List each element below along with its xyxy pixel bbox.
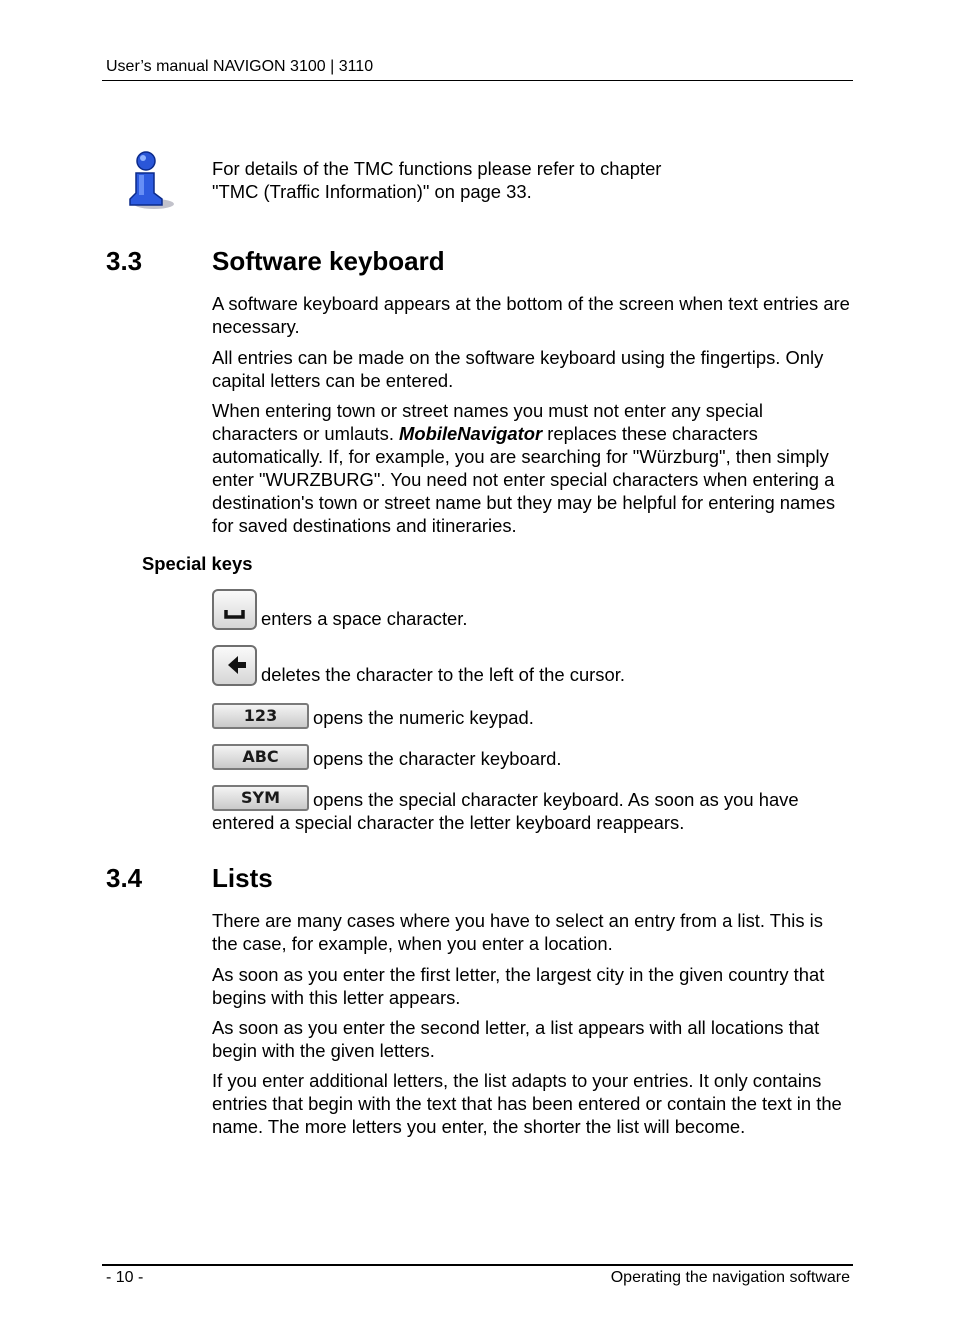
paragraph: There are many cases where you have to select an entry from a list. This is the case, for example, when you enter a location. [212,910,823,954]
paragraph: A software keyboard appears at the bottom of the screen when text entries are necessary. [212,293,850,337]
info-note-line1: For details of the TMC functions please refer to chapter [212,158,662,179]
info-person-icon [124,151,176,211]
brand-name: MobileNavigator [399,423,543,444]
paragraph-text: When entering town or street names you must not enter any special characters or umlauts. [212,400,763,444]
sym-key: SYM [212,785,309,811]
footer-divider [102,1264,853,1266]
paragraph [212,399,852,537]
subheading: Special keys [142,553,253,574]
section-number: 3.3 [106,246,143,276]
chapter-title: Operating the navigation software [610,1269,850,1286]
key-description: opens the character keyboard. [313,748,562,769]
key-row-abc [212,744,852,770]
abc-key: ABC [212,744,309,770]
key-description: opens the special character keyboard. As soon as you have entered a special character the letter keyboard reappears. [212,789,799,833]
running-header: User’s manual NAVIGON 3100 | 3110 [106,58,374,75]
section-title: Software keyboard [212,246,445,276]
key-description: opens the numeric keypad. [313,707,534,728]
info-note-text [212,157,852,203]
key-row-backspace [212,645,852,686]
section-number: 3.4 [106,863,143,893]
paragraph: As soon as you enter the first letter, the largest city in the given country that begins with this letter appears. [212,964,825,1008]
header-divider [102,80,853,81]
paragraph-text: replaces these characters automatically. If, for example, you are searching for "Würzburg", then simply enter "WURZBURG". You need not enter special characters when entering a destination's town or street name but they may be helpful for entering names for saved destinations and itineraries. [212,423,836,536]
section-title: Lists [212,863,273,893]
space-key-icon [212,589,257,630]
page-number: - 10 - [106,1269,144,1286]
info-note-line2: "TMC (Traffic Information)" on page 33. [212,181,532,202]
paragraph: As soon as you enter the second letter, a list appears with all locations that begin with the given letters. [212,1017,820,1061]
numeric-key: 123 [212,703,309,729]
key-row-space [212,589,852,630]
key-description: deletes the character to the left of the cursor. [261,664,625,685]
backspace-key-icon [212,645,257,686]
key-description: enters a space character. [261,608,468,629]
paragraph: All entries can be made on the software keyboard using the fingertips. Only capital letters can be entered. [212,347,824,391]
paragraph: If you enter additional letters, the list adapts to your entries. It only contains entries that begin with the text that has been entered or contain the text in the name. The more letters you enter, the shorter the list will become. [212,1070,842,1137]
key-row-sym [212,785,852,834]
key-row-numeric [212,703,852,729]
